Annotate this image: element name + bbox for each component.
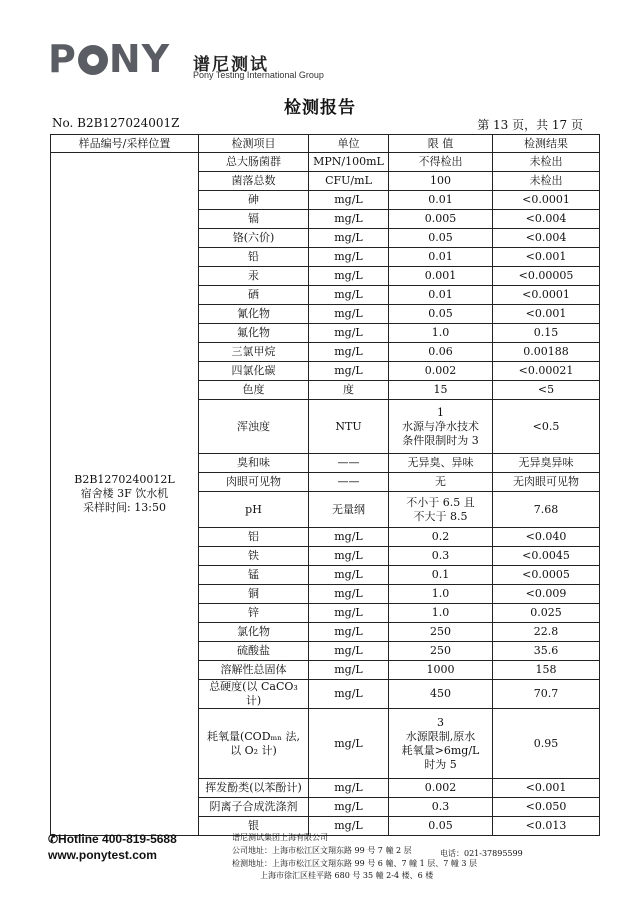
result-cell: <0.013 xyxy=(493,817,600,836)
sample-info-cell xyxy=(51,153,199,836)
result-cell: 158 xyxy=(493,661,600,680)
unit-cell: 度 xyxy=(309,381,389,400)
limit-cell: 100 xyxy=(389,172,493,191)
test-item-cell: 三氯甲烷 xyxy=(199,343,309,362)
limit-cell: 0.1 xyxy=(389,566,493,585)
limit-cell: 1.0 xyxy=(389,585,493,604)
table-header-row xyxy=(51,135,600,153)
unit-cell: mg/L xyxy=(309,585,389,604)
limit-cell: 0.05 xyxy=(389,229,493,248)
limit-cell: 250 xyxy=(389,623,493,642)
limit-cell: 250 xyxy=(389,642,493,661)
result-cell: <0.050 xyxy=(493,798,600,817)
website: www.ponytest.com xyxy=(48,848,157,862)
test-item-cell: 挥发酚类(以苯酚计) xyxy=(199,779,309,798)
unit-cell: mg/L xyxy=(309,547,389,566)
unit-cell: NTU xyxy=(309,400,389,454)
footer-test-address-1: 检测地址：上海市松江区文翔东路 99 号 6 幢、7 幢 1 层、7 幢 3 层 xyxy=(232,859,478,868)
result-cell: 0.025 xyxy=(493,604,600,623)
limit-cell: 0.05 xyxy=(389,817,493,836)
unit-cell: mg/L xyxy=(309,324,389,343)
result-cell: 未检出 xyxy=(493,172,600,191)
limit-line: 水源限制,原水 xyxy=(405,729,476,743)
limit-cell: 0.3 xyxy=(389,798,493,817)
footer-test-address-2: 上海市徐汇区桂平路 680 号 35 幢 2-4 楼、6 楼 xyxy=(260,871,434,880)
result-cell: <0.001 xyxy=(493,305,600,324)
test-item-cell: pH xyxy=(199,492,309,528)
company-logo xyxy=(48,37,171,81)
test-item-cell: 铝 xyxy=(199,528,309,547)
test-item-cell: 锌 xyxy=(199,604,309,623)
header-item: 检测项目 xyxy=(199,135,309,153)
limit-cell: 1.0 xyxy=(389,324,493,343)
result-cell: <0.004 xyxy=(493,210,600,229)
unit-cell: mg/L xyxy=(309,191,389,210)
unit-cell: mg/L xyxy=(309,528,389,547)
result-cell: 0.95 xyxy=(493,709,600,779)
unit-cell: mg/L xyxy=(309,210,389,229)
test-item-line: 耗氧量(CODₘₙ 法, xyxy=(206,729,301,743)
test-item-cell: 铬(六价) xyxy=(199,229,309,248)
result-cell: 7.68 xyxy=(493,492,600,528)
limit-cell: 0.05 xyxy=(389,305,493,324)
result-cell: <0.0005 xyxy=(493,566,600,585)
result-cell: 0.00188 xyxy=(493,343,600,362)
limit-line: 耗氧量>6mg/L xyxy=(401,743,480,757)
limit-cell: 0.005 xyxy=(389,210,493,229)
hotline: ✆Hotline 400-819-5688 xyxy=(48,832,177,846)
unit-cell: mg/L xyxy=(309,229,389,248)
result-cell: 无肉眼可见物 xyxy=(493,473,600,492)
unit-cell: mg/L xyxy=(309,680,389,709)
limit-cell: 0.002 xyxy=(389,362,493,381)
unit-cell: CFU/mL xyxy=(309,172,389,191)
limit-cell xyxy=(389,400,493,454)
unit-cell: mg/L xyxy=(309,604,389,623)
limit-cell: 不得检出 xyxy=(389,153,493,172)
footer-company-address: 公司地址：上海市松江区文翔东路 99 号 7 幢 2 层 xyxy=(232,846,412,855)
result-cell: 未检出 xyxy=(493,153,600,172)
test-item-cell: 硫酸盐 xyxy=(199,642,309,661)
test-item-cell: 臭和味 xyxy=(199,454,309,473)
limit-cell: 0.002 xyxy=(389,779,493,798)
unit-cell: mg/L xyxy=(309,362,389,381)
test-item-cell: 氟化物 xyxy=(199,324,309,343)
limit-cell: 1000 xyxy=(389,661,493,680)
unit-cell: mg/L xyxy=(309,248,389,267)
test-item-cell: 总硬度(以 CaCO₃ 计) xyxy=(199,680,309,709)
result-cell: <0.001 xyxy=(493,779,600,798)
table-row xyxy=(51,153,600,172)
unit-cell: mg/L xyxy=(309,779,389,798)
result-cell: 22.8 xyxy=(493,623,600,642)
unit-cell: mg/L xyxy=(309,817,389,836)
unit-cell: mg/L xyxy=(309,798,389,817)
limit-line: 不小于 6.5 且 xyxy=(406,495,475,509)
limit-line: 时为 5 xyxy=(424,757,457,771)
limit-cell: 0.06 xyxy=(389,343,493,362)
unit-cell: —— xyxy=(309,473,389,492)
test-item-cell xyxy=(199,709,309,779)
result-cell: <0.001 xyxy=(493,248,600,267)
limit-cell: 450 xyxy=(389,680,493,709)
test-item-cell: 铅 xyxy=(199,248,309,267)
footer-company: 谱尼测试集团上海有限公司 xyxy=(232,833,328,842)
header-sample: 样品编号/采样位置 xyxy=(51,135,199,153)
test-item-cell: 铜 xyxy=(199,585,309,604)
result-cell: <0.00021 xyxy=(493,362,600,381)
limit-line: 水源与净水技术 xyxy=(402,419,479,433)
test-item-cell: 阴离子合成洗涤剂 xyxy=(199,798,309,817)
header-result: 检测结果 xyxy=(493,135,600,153)
result-cell: <0.004 xyxy=(493,229,600,248)
limit-cell xyxy=(389,709,493,779)
result-cell: 70.7 xyxy=(493,680,600,709)
test-item-cell: 溶解性总固体 xyxy=(199,661,309,680)
limit-cell: 0.2 xyxy=(389,528,493,547)
unit-cell: mg/L xyxy=(309,305,389,324)
test-item-line: 以 O₂ 计) xyxy=(230,743,277,757)
footer-phone: 电话：021-37895599 xyxy=(440,849,523,858)
page-info: 第 13 页，共 17 页 xyxy=(477,118,583,132)
limit-line: 1 xyxy=(437,405,444,419)
unit-cell: mg/L xyxy=(309,709,389,779)
limit-line: 不大于 8.5 xyxy=(413,509,468,523)
result-cell: 无异臭异味 xyxy=(493,454,600,473)
limit-line: 3 xyxy=(437,715,444,729)
limit-line: 条件限制时为 3 xyxy=(402,433,479,447)
limit-cell: 15 xyxy=(389,381,493,400)
test-item-cell: 色度 xyxy=(199,381,309,400)
limit-cell: 1.0 xyxy=(389,604,493,623)
unit-cell: mg/L xyxy=(309,623,389,642)
unit-cell: MPN/100mL xyxy=(309,153,389,172)
test-item-cell: 肉眼可见物 xyxy=(199,473,309,492)
sample-info-line: B2B1270240012L xyxy=(74,473,175,486)
report-title: 检测报告 xyxy=(284,98,356,118)
result-cell: <0.00005 xyxy=(493,267,600,286)
test-item-cell: 菌落总数 xyxy=(199,172,309,191)
unit-cell: mg/L xyxy=(309,566,389,585)
test-item-cell: 总大肠菌群 xyxy=(199,153,309,172)
result-cell: <0.0001 xyxy=(493,286,600,305)
test-item-cell: 银 xyxy=(199,817,309,836)
unit-cell: mg/L xyxy=(309,343,389,362)
unit-cell: —— xyxy=(309,454,389,473)
unit-cell: mg/L xyxy=(309,642,389,661)
result-cell: <0.0001 xyxy=(493,191,600,210)
result-cell: 35.6 xyxy=(493,642,600,661)
limit-cell xyxy=(389,492,493,528)
logo-wordmark: P NY xyxy=(48,37,171,81)
limit-cell: 0.3 xyxy=(389,547,493,566)
company-name-en: Pony Testing International Group xyxy=(193,70,324,80)
limit-cell: 0.01 xyxy=(389,286,493,305)
test-item-cell: 硒 xyxy=(199,286,309,305)
company-name-cn: 谱尼测试 xyxy=(193,55,269,75)
result-cell: <0.5 xyxy=(493,400,600,454)
header-unit: 单位 xyxy=(309,135,389,153)
sample-info-line: 采样时间: 13:50 xyxy=(83,501,166,514)
limit-cell: 0.01 xyxy=(389,248,493,267)
report-number: No. B2B127024001Z xyxy=(52,116,180,130)
test-item-cell: 氰化物 xyxy=(199,305,309,324)
limit-cell: 无 xyxy=(389,473,493,492)
limit-cell: 无异臭、异味 xyxy=(389,454,493,473)
result-cell: <5 xyxy=(493,381,600,400)
result-cell: 0.15 xyxy=(493,324,600,343)
limit-cell: 0.01 xyxy=(389,191,493,210)
test-results-table xyxy=(50,134,600,836)
result-cell: <0.0045 xyxy=(493,547,600,566)
test-item-cell: 浑浊度 xyxy=(199,400,309,454)
limit-cell: 0.001 xyxy=(389,267,493,286)
test-item-cell: 铁 xyxy=(199,547,309,566)
logo-o-icon xyxy=(78,45,108,75)
sample-info-line: 宿舍楼 3F 饮水机 xyxy=(80,487,169,500)
unit-cell: mg/L xyxy=(309,267,389,286)
test-item-cell: 锰 xyxy=(199,566,309,585)
test-item-cell: 汞 xyxy=(199,267,309,286)
test-item-cell: 镉 xyxy=(199,210,309,229)
unit-cell: mg/L xyxy=(309,661,389,680)
test-item-cell: 砷 xyxy=(199,191,309,210)
header-limit: 限 值 xyxy=(389,135,493,153)
result-cell: <0.040 xyxy=(493,528,600,547)
unit-cell: mg/L xyxy=(309,286,389,305)
result-cell: <0.009 xyxy=(493,585,600,604)
unit-cell: 无量纲 xyxy=(309,492,389,528)
test-item-cell: 四氯化碳 xyxy=(199,362,309,381)
test-item-cell: 氯化物 xyxy=(199,623,309,642)
